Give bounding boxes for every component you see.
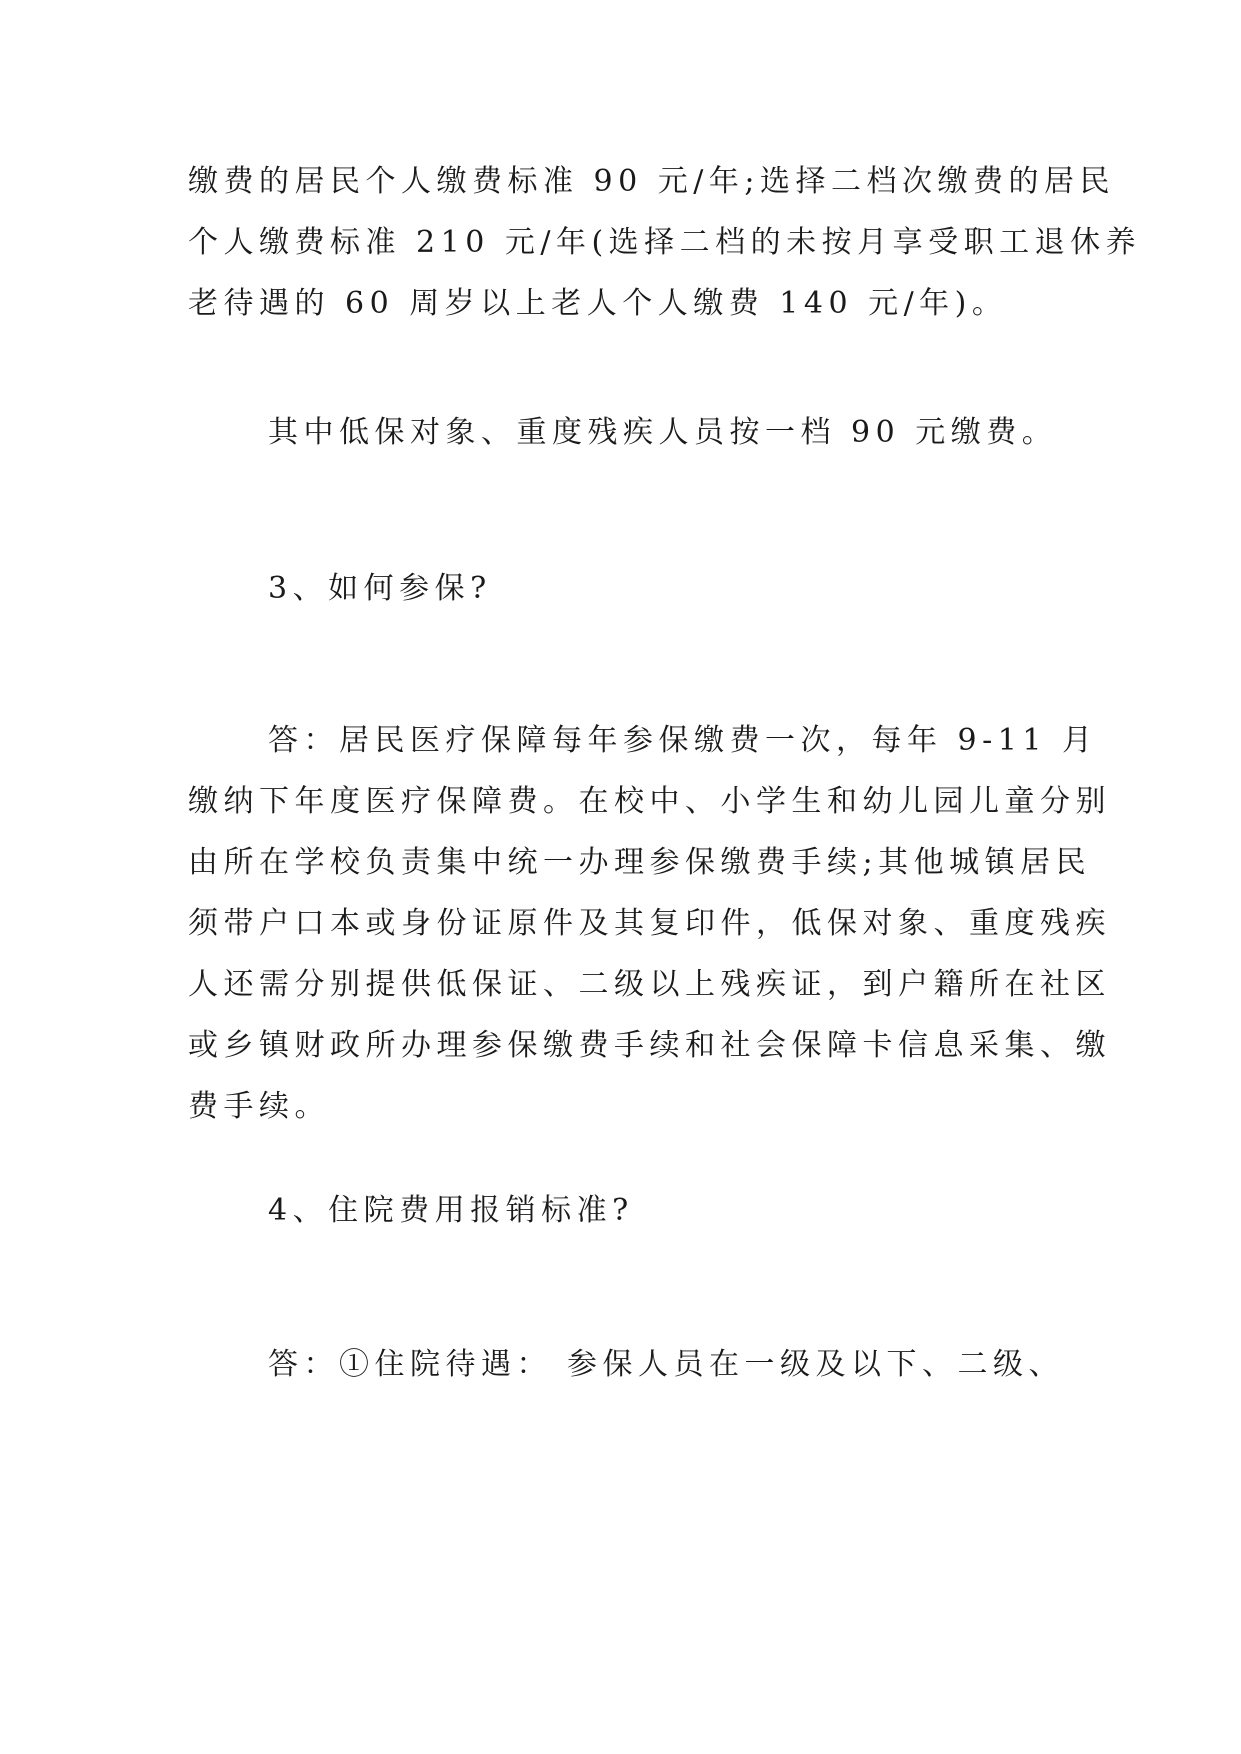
text-line: 个人缴费标准 210 元/年(选择二档的未按月享受职工退休养 [188,225,1142,260]
text-line: 或乡镇财政所办理参保缴费手续和社会保障卡信息采集、缴 [188,1028,1111,1063]
paragraph-low-income [268,402,1138,463]
text-line: 答：①住院待遇： 参保人员在一级及以下、二级、 [268,1347,1065,1382]
paragraph-reimbursement-answer [268,1334,1138,1395]
paragraph-contribution-standard [188,151,1142,334]
paragraph-enroll-answer [188,710,1111,1137]
text-line: 答：居民医疗保障每年参保缴费一次，每年 9-11 月 [268,723,1098,758]
text-line: 4、住院费用报销标准? [268,1193,634,1228]
text-line: 3、如何参保? [268,571,492,606]
text-line: 费手续。 [188,1089,330,1124]
text-line: 须带户口本或身份证原件及其复印件，低保对象、重度残疾 [188,906,1111,941]
text-line: 由所在学校负责集中统一办理参保缴费手续;其他城镇居民 [188,845,1092,880]
text-line: 人还需分别提供低保证、二级以上残疾证，到户籍所在社区 [188,967,1111,1002]
text-line: 其中低保对象、重度残疾人员按一档 90 元缴费。 [268,415,1058,450]
text-line: 缴纳下年度医疗保障费。在校中、小学生和幼儿园儿童分别 [188,784,1111,819]
text-line: 缴费的居民个人缴费标准 90 元/年;选择二档次缴费的居民 [188,164,1115,199]
heading-reimbursement-standard [268,1180,1138,1241]
heading-how-to-enroll [268,558,1138,619]
text-line: 老待遇的 60 周岁以上老人个人缴费 140 元/年)。 [188,286,1008,321]
